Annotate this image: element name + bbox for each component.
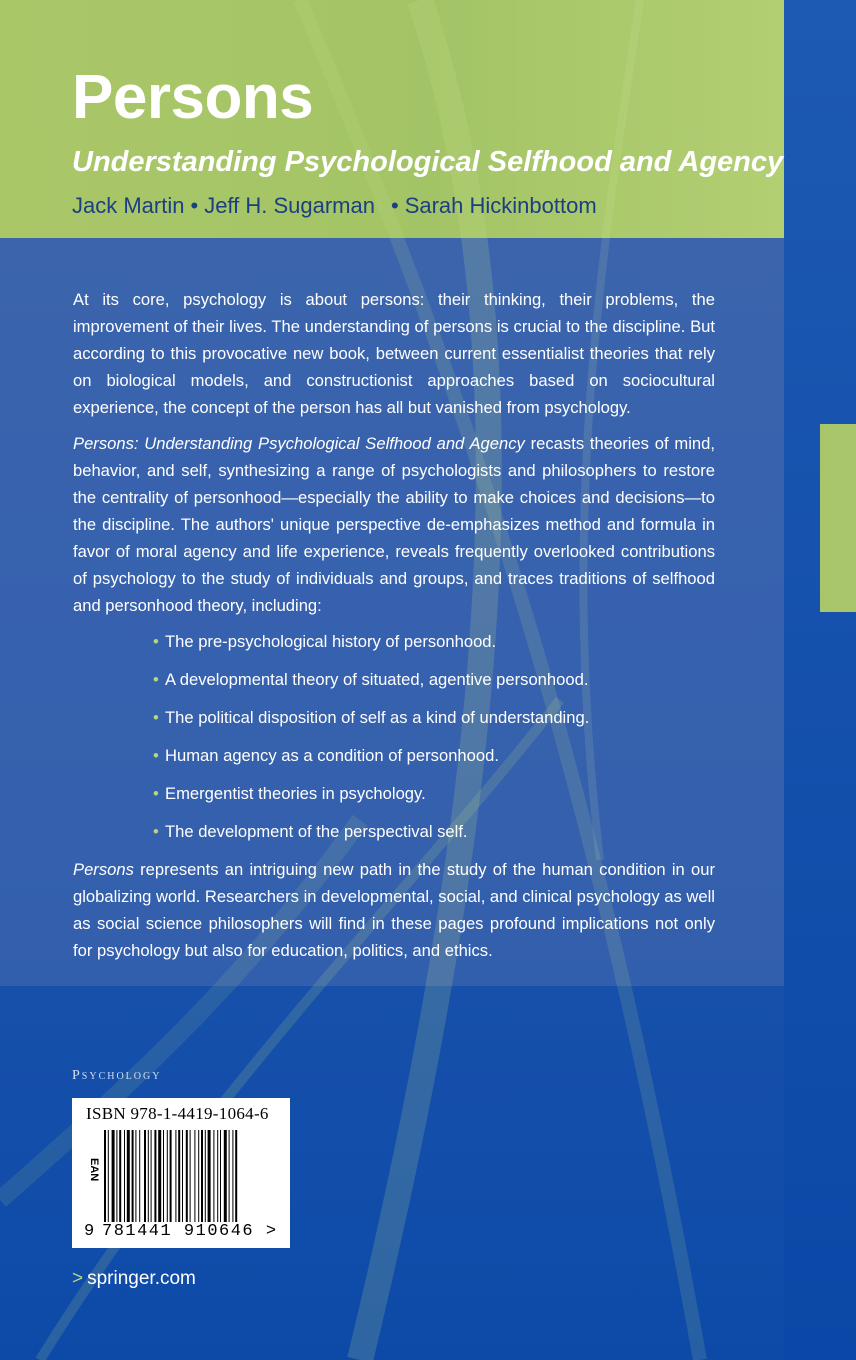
bullet-icon: • [153, 632, 159, 651]
blurb-paragraph [73, 430, 715, 619]
publisher-website-link[interactable] [72, 1268, 196, 1290]
book-title: Persons [72, 63, 314, 132]
list-item-text: The development of the perspectival self. [165, 822, 468, 841]
list-item-text: A developmental theory of situated, agentive personhood. [165, 670, 589, 689]
paragraph-text: recasts theories of mind, behavior, and self, synthesizing a range of psychologists and philosophers to restore the centrality of personhood—especially the ability to make choices and decisions—to the discipline. The authors' unique perspective de-emphasizes method and formula in favor of moral agency and life experience, reveals frequently overlooked contributions of psychology to the study of individuals and groups, and traces traditions of selfhood and personhood theory, including: [73, 434, 715, 615]
blurb-paragraph: At its core, psychology is about persons: their thinking, their problems, the improvement of their lives. The understanding of persons is crucial to the discipline. But according to this provocative new book, between current essentialist theories that rely on biological models, and constructionist approaches based on sociocultural experience, the concept of the person has all but vanished from psychology. [73, 290, 715, 417]
website-url: springer.com [87, 1268, 196, 1289]
list-item [153, 628, 715, 655]
isbn-barcode [72, 1098, 290, 1248]
barcode-bars-icon [102, 1130, 282, 1222]
paragraph-text: represents an intriguing new path in the study of the human condition in our globalizing world. Researchers in developmental, social, and clinical psychology as well as social science philosophers will find in these pages profound implications not only for psychology but also for education, politics, and ethics. [73, 860, 715, 960]
list-item [153, 780, 715, 807]
bullet-icon: • [153, 708, 159, 727]
list-item-text: The pre-psychological history of personhood. [165, 632, 497, 651]
list-item [153, 818, 715, 845]
author-name: Sarah Hickinbottom [404, 193, 597, 218]
ean-first-digit: 9 [84, 1222, 95, 1241]
subject-category: Psychology [72, 1068, 162, 1083]
list-item-text: The political disposition of self as a kind of understanding. [165, 708, 590, 727]
author-name: Jeff H. Sugarman [204, 193, 375, 218]
blurb-paragraph [73, 856, 715, 964]
italic-title-reference: Persons: Understanding Psychological Selfhood and Agency [73, 434, 525, 453]
bullet-icon: • [153, 822, 159, 841]
list-item-text: Human agency as a condition of personhood. [165, 746, 499, 765]
blurb-text [73, 286, 715, 973]
list-item [153, 704, 715, 731]
italic-title-reference: Persons [73, 860, 134, 879]
list-item [153, 666, 715, 693]
bullet-icon: • [153, 746, 159, 765]
bullet-icon: • [153, 670, 159, 689]
bullet-icon: • [153, 784, 159, 803]
list-item-text: Emergentist theories in psychology. [165, 784, 426, 803]
list-item [153, 742, 715, 769]
author-list [72, 193, 597, 219]
ean-digits: 781441 910646 > [102, 1222, 278, 1241]
author-name: Jack Martin [72, 193, 185, 218]
separator-dot: • [390, 193, 399, 218]
chevron-right-icon: > [72, 1268, 84, 1289]
topic-list [73, 628, 715, 845]
separator-dot: • [190, 193, 199, 218]
isbn-number: ISBN 978-1-4419-1064-6 [86, 1104, 269, 1123]
ean-label: EAN [88, 1158, 100, 1182]
book-subtitle: Understanding Psychological Selfhood and Agency [72, 146, 784, 178]
